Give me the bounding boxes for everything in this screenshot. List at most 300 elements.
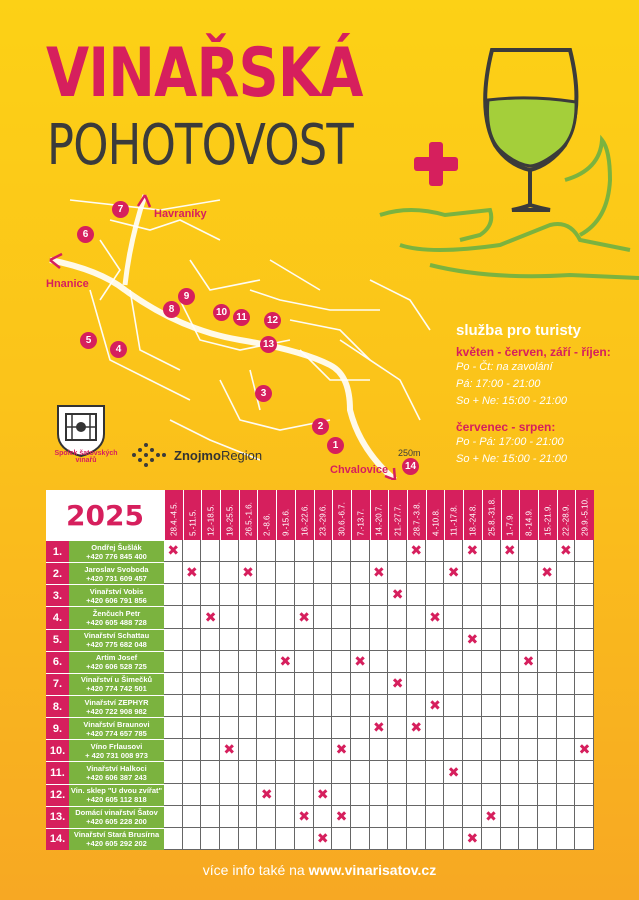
- duty-mark-icon: ✖: [373, 565, 385, 582]
- map-pin-3: 3: [255, 385, 272, 402]
- map-pin-8: 8: [163, 301, 180, 318]
- schedule-cell: [575, 629, 594, 651]
- row-number: 10.: [46, 739, 69, 761]
- map-pin-6: 6: [77, 226, 94, 243]
- winery-name-cell: [69, 562, 164, 584]
- schedule-cell: [557, 562, 576, 584]
- schedule-cell: [426, 806, 445, 828]
- schedule-cell: [388, 739, 407, 761]
- schedule-cell: [257, 651, 276, 673]
- schedule-cell: [276, 540, 295, 562]
- date-label: 7.-13.7.: [356, 508, 366, 536]
- schedule-cell: [332, 606, 351, 628]
- schedule-cell: [482, 828, 501, 850]
- schedule-cell: [276, 629, 295, 651]
- schedule-cell: [164, 651, 183, 673]
- schedule-cell: [463, 784, 482, 806]
- schedule-cell: [557, 584, 576, 606]
- schedule-cell: [538, 629, 557, 651]
- schedule-cell: [276, 806, 295, 828]
- schedule-cell: [295, 761, 314, 783]
- winery-name-cell: [69, 828, 164, 850]
- schedule-cell: [444, 828, 463, 850]
- schedule-cell: [575, 540, 594, 562]
- row-number: 9.: [46, 717, 69, 739]
- schedule-cell: [388, 806, 407, 828]
- schedule-cell: [538, 806, 557, 828]
- winery-name: Ženčuch Petr: [92, 608, 141, 618]
- schedule-cell: [220, 761, 239, 783]
- schedule-cell: [426, 540, 445, 562]
- winery-name-cell: [69, 739, 164, 761]
- map-pin-13: 13: [260, 336, 277, 353]
- schedule-cell: [351, 540, 370, 562]
- schedule-cell: [501, 828, 520, 850]
- schedule-cell: [351, 806, 370, 828]
- schedule-cell: [501, 584, 520, 606]
- schedule-cell: [482, 540, 501, 562]
- winery-name: Artim Josef: [95, 653, 138, 663]
- duty-mark-icon: ✖: [447, 764, 460, 781]
- schedule-cell: [257, 540, 276, 562]
- schedule-cell: [407, 695, 426, 717]
- schedule-cell: [501, 695, 520, 717]
- winery-name-cell: [69, 606, 164, 628]
- duty-mark-icon: ✖: [410, 720, 423, 737]
- row-number: 8.: [46, 695, 69, 717]
- schedule-cell: [426, 761, 445, 783]
- schedule-cell: [257, 761, 276, 783]
- schedule-cell: [351, 584, 370, 606]
- schedule-cell: [295, 562, 314, 584]
- duty-mark-icon: ✖: [167, 543, 180, 560]
- schedule-cell: [482, 651, 501, 673]
- schedule-cell: [519, 806, 538, 828]
- duty-mark-icon: ✖: [335, 808, 348, 825]
- schedule-cell: [332, 717, 351, 739]
- schedule-cell: [370, 629, 389, 651]
- period-spring-autumn: květen - červen, září - říjen:: [456, 345, 611, 359]
- schedule-cell: [538, 695, 557, 717]
- schedule-cell: [407, 673, 426, 695]
- date-label: 26.5.-1.6.: [244, 502, 254, 536]
- schedule-cell: [201, 695, 220, 717]
- schedule-cell: [332, 651, 351, 673]
- winery-name: Vin. sklep "U dvou zvířat": [70, 786, 163, 796]
- schedule-cell: [220, 584, 239, 606]
- schedule-cell: [388, 695, 407, 717]
- date-column-header: [501, 490, 520, 540]
- date-column-header: [575, 490, 594, 540]
- row-number: 3.: [46, 584, 69, 606]
- schedule-cell: [239, 739, 258, 761]
- schedule-cell: [239, 806, 258, 828]
- duty-mark-icon: ✖: [485, 808, 497, 825]
- duty-mark-icon: ✖: [354, 653, 367, 670]
- winery-name-cell: [69, 761, 164, 783]
- schedule-cell: [332, 695, 351, 717]
- schedule-cell: [276, 584, 295, 606]
- schedule-cell: [407, 584, 426, 606]
- schedule-cell: [183, 540, 202, 562]
- duty-mark-icon: ✖: [559, 543, 572, 560]
- date-label: 23.-29.6.: [318, 504, 328, 536]
- schedule-cell: [164, 606, 183, 628]
- schedule-cell: [295, 784, 314, 806]
- map-pin-10: 10: [213, 304, 230, 321]
- winery-name: Víno Frlausovi: [90, 741, 143, 751]
- schedule-cell: [426, 717, 445, 739]
- schedule-cell: [201, 828, 220, 850]
- schedule-cell: [575, 606, 594, 628]
- date-column-header: [557, 490, 576, 540]
- schedule-cell: [557, 651, 576, 673]
- winery-phone: +420 774 742 501: [86, 684, 147, 694]
- schedule-cell: [444, 806, 463, 828]
- duty-mark-icon: ✖: [279, 653, 292, 670]
- date-label: 28.4.-4.5.: [169, 502, 179, 536]
- date-column-header: [239, 490, 258, 540]
- schedule-cell: [538, 739, 557, 761]
- schedule-cell: [332, 828, 351, 850]
- date-column-header: [538, 490, 557, 540]
- schedule-cell: [183, 717, 202, 739]
- schedule-cell: [426, 584, 445, 606]
- schedule-cell: [501, 673, 520, 695]
- schedule-cell: [295, 673, 314, 695]
- schedule-cell: [519, 673, 538, 695]
- schedule-cell: [426, 562, 445, 584]
- schedule-cell: [407, 651, 426, 673]
- date-column-header: [370, 490, 389, 540]
- schedule-cell: [538, 540, 557, 562]
- duty-mark-icon: ✖: [541, 565, 553, 582]
- schedule-cell: [351, 606, 370, 628]
- spolek-name: Spolek šatovských vinařů: [54, 450, 118, 464]
- winery-name: Ondřej Šušlák: [91, 542, 142, 552]
- schedule-cell: [314, 717, 333, 739]
- duty-mark-icon: ✖: [391, 675, 404, 692]
- schedule-cell: [388, 761, 407, 783]
- schedule-cell: [557, 606, 576, 628]
- schedule-cell: [407, 828, 426, 850]
- label-havraniky: Havraníky: [154, 208, 207, 220]
- winery-phone: +420 605 488 728: [86, 617, 147, 627]
- schedule-cell: [482, 606, 501, 628]
- schedule-cell: [332, 784, 351, 806]
- schedule-cell: [239, 673, 258, 695]
- schedule-cell: [201, 761, 220, 783]
- date-column-header: [164, 490, 183, 540]
- map-pin-5: 5: [80, 332, 97, 349]
- winery-phone: + 420 731 008 973: [85, 750, 148, 760]
- schedule-cell: [463, 739, 482, 761]
- schedule-cell: [407, 784, 426, 806]
- schedule-cell: [463, 606, 482, 628]
- schedule-cell: [295, 739, 314, 761]
- schedule-cell: [164, 562, 183, 584]
- title: VINAŘSKÁ: [46, 34, 363, 113]
- schedule-cell: [183, 673, 202, 695]
- schedule-cell: [444, 673, 463, 695]
- schedule-cell: [164, 629, 183, 651]
- schedule-cell: [557, 673, 576, 695]
- map-pin-4: 4: [110, 341, 127, 358]
- schedule-cell: [276, 739, 295, 761]
- znojmo-text: ZnojmoRegion: [174, 447, 263, 463]
- date-column-header: [201, 490, 220, 540]
- duty-mark-icon: ✖: [391, 587, 404, 604]
- schedule-cell: [332, 584, 351, 606]
- znojmo-dots-icon: [130, 442, 168, 468]
- row-number: 11.: [46, 761, 69, 783]
- schedule-cell: [183, 739, 202, 761]
- schedule-cell: [557, 784, 576, 806]
- schedule-cell: [501, 739, 520, 761]
- schedule-cell: [482, 739, 501, 761]
- schedule-cell: [557, 695, 576, 717]
- schedule-cell: [276, 828, 295, 850]
- schedule-cell: [257, 562, 276, 584]
- schedule-cell: [314, 540, 333, 562]
- row-number: 14.: [46, 828, 69, 850]
- schedule-cell: [519, 695, 538, 717]
- schedule-cell: [370, 761, 389, 783]
- schedule-cell: [295, 629, 314, 651]
- schedule-cell: [575, 584, 594, 606]
- schedule-cell: [519, 717, 538, 739]
- schedule-cell: [370, 828, 389, 850]
- schedule-cell: [538, 717, 557, 739]
- schedule-cell: [351, 828, 370, 850]
- date-column-header: [519, 490, 538, 540]
- schedule-cell: [201, 540, 220, 562]
- schedule-cell: [332, 761, 351, 783]
- schedule-cell: [164, 828, 183, 850]
- schedule-cell: [276, 562, 295, 584]
- duty-mark-icon: ✖: [260, 786, 273, 803]
- schedule-cell: [314, 806, 333, 828]
- schedule-cell: [164, 784, 183, 806]
- schedule-cell: [519, 784, 538, 806]
- duty-mark-icon: ✖: [503, 543, 516, 560]
- schedule-cell: [314, 629, 333, 651]
- duty-mark-icon: ✖: [335, 742, 348, 759]
- winery-name: Vinařství Schattau: [83, 631, 150, 641]
- schedule-cell: [332, 562, 351, 584]
- date-label: 4.-10.8.: [431, 508, 441, 536]
- schedule-cell: [557, 806, 576, 828]
- schedule-cell: [388, 629, 407, 651]
- schedule-cell: [501, 606, 520, 628]
- schedule-cell: [351, 673, 370, 695]
- winery-phone: +420 606 791 856: [86, 595, 147, 605]
- hours-line: Po - Čt: na zavolání: [456, 361, 553, 373]
- schedule-cell: [183, 828, 202, 850]
- schedule-cell: [276, 717, 295, 739]
- schedule-table: [46, 490, 594, 850]
- schedule-cell: [426, 739, 445, 761]
- date-label: 8.-14.9.: [524, 508, 534, 536]
- schedule-cell: [314, 761, 333, 783]
- schedule-cell: [463, 562, 482, 584]
- date-label: 5.-11.5.: [188, 509, 198, 536]
- schedule-cell: [575, 651, 594, 673]
- znojmo-region-logo: [130, 440, 262, 470]
- duty-mark-icon: ✖: [186, 565, 198, 582]
- schedule-cell: [538, 673, 557, 695]
- duty-mark-icon: ✖: [429, 609, 441, 626]
- schedule-cell: [463, 673, 482, 695]
- schedule-cell: [463, 584, 482, 606]
- winery-name: Vinařství Vobis: [89, 586, 144, 596]
- schedule-cell: [220, 562, 239, 584]
- winery-name-cell: [69, 629, 164, 651]
- duty-mark-icon: ✖: [522, 653, 535, 670]
- schedule-cell: [388, 717, 407, 739]
- winery-name: Vinařství ZEPHYR: [84, 697, 149, 707]
- schedule-cell: [257, 584, 276, 606]
- schedule-cell: [201, 651, 220, 673]
- schedule-cell: [239, 629, 258, 651]
- subtitle: POHOTOVOST: [47, 113, 353, 178]
- schedule-cell: [257, 606, 276, 628]
- winery-phone: +420 775 682 048: [86, 640, 147, 650]
- schedule-cell: [444, 739, 463, 761]
- map-pin-11: 11: [233, 309, 250, 326]
- duty-mark-icon: ✖: [466, 543, 479, 560]
- schedule-cell: [519, 739, 538, 761]
- schedule-cell: [426, 651, 445, 673]
- schedule-cell: [370, 695, 389, 717]
- schedule-cell: [519, 629, 538, 651]
- schedule-cell: [164, 695, 183, 717]
- date-column-header: [314, 490, 333, 540]
- duty-mark-icon: ✖: [242, 565, 254, 582]
- schedule-cell: [426, 629, 445, 651]
- schedule-cell: [276, 606, 295, 628]
- schedule-cell: [314, 651, 333, 673]
- schedule-cell: [314, 606, 333, 628]
- schedule-cell: [482, 717, 501, 739]
- schedule-cell: [239, 651, 258, 673]
- date-label: 14.-20.7.: [374, 504, 384, 536]
- map-pin-14: 14: [402, 458, 419, 475]
- schedule-cell: [183, 695, 202, 717]
- schedule-cell: [482, 784, 501, 806]
- date-label: 18.-24.8.: [468, 504, 478, 536]
- schedule-cell: [164, 739, 183, 761]
- date-column-header: [444, 490, 463, 540]
- date-column-header: [276, 490, 295, 540]
- schedule-cell: [164, 717, 183, 739]
- duty-mark-icon: ✖: [466, 631, 479, 648]
- schedule-cell: [351, 739, 370, 761]
- date-column-header: [220, 490, 239, 540]
- schedule-cell: [388, 651, 407, 673]
- row-number: 1.: [46, 540, 69, 562]
- schedule-cell: [239, 828, 258, 850]
- schedule-cell: [538, 761, 557, 783]
- date-column-header: [426, 490, 445, 540]
- schedule-cell: [351, 629, 370, 651]
- schedule-cell: [463, 695, 482, 717]
- schedule-cell: [575, 806, 594, 828]
- period-summer: červenec - srpen:: [456, 420, 556, 434]
- schedule-cell: [426, 673, 445, 695]
- winery-phone: +420 605 112 818: [86, 795, 147, 805]
- schedule-cell: [557, 629, 576, 651]
- schedule-cell: [220, 717, 239, 739]
- duty-mark-icon: ✖: [429, 698, 441, 715]
- schedule-cell: [295, 540, 314, 562]
- schedule-cell: [276, 673, 295, 695]
- schedule-cell: [239, 761, 258, 783]
- map-pin-7: 7: [112, 201, 129, 218]
- schedule-cell: [370, 784, 389, 806]
- schedule-cell: [463, 761, 482, 783]
- schedule-cell: [575, 717, 594, 739]
- label-hnanice: Hnanice: [46, 278, 89, 290]
- schedule-cell: [407, 761, 426, 783]
- schedule-cell: [351, 562, 370, 584]
- hours-line: So + Ne: 15:00 - 21:00: [456, 395, 567, 407]
- schedule-cell: [575, 673, 594, 695]
- schedule-cell: [538, 784, 557, 806]
- schedule-cell: [557, 761, 576, 783]
- schedule-cell: [295, 717, 314, 739]
- schedule-cell: [444, 584, 463, 606]
- schedule-cell: [575, 562, 594, 584]
- date-label: 29.9.-5.10.: [580, 497, 590, 536]
- winery-name: Vinařství Stará Brusírna: [73, 830, 160, 840]
- schedule-cell: [183, 629, 202, 651]
- schedule-cell: [557, 717, 576, 739]
- schedule-cell: [463, 806, 482, 828]
- schedule-cell: [370, 606, 389, 628]
- schedule-cell: [332, 673, 351, 695]
- winery-name-cell: [69, 540, 164, 562]
- date-column-header: [295, 490, 314, 540]
- schedule-cell: [463, 717, 482, 739]
- schedule-cell: [220, 828, 239, 850]
- duty-mark-icon: ✖: [223, 742, 236, 759]
- schedule-cell: [314, 584, 333, 606]
- schedule-cell: [314, 673, 333, 695]
- schedule-cell: [183, 761, 202, 783]
- winery-name: Vinařství Braunovi: [83, 719, 150, 729]
- schedule-cell: [444, 651, 463, 673]
- date-column-header: [183, 490, 202, 540]
- schedule-cell: [351, 717, 370, 739]
- schedule-cell: [257, 717, 276, 739]
- schedule-cell: [183, 784, 202, 806]
- date-label: 25.8.-31.8.: [487, 497, 497, 536]
- schedule-cell: [426, 784, 445, 806]
- schedule-cell: [351, 695, 370, 717]
- schedule-cell: [538, 584, 557, 606]
- schedule-cell: [538, 651, 557, 673]
- schedule-cell: [164, 806, 183, 828]
- schedule-cell: [220, 606, 239, 628]
- schedule-cell: [538, 606, 557, 628]
- duty-mark-icon: ✖: [447, 565, 460, 582]
- schedule-cell: [314, 562, 333, 584]
- schedule-cell: [220, 673, 239, 695]
- hours-line: So + Ne: 15:00 - 21:00: [456, 453, 567, 465]
- website-link[interactable]: www.vinarisatov.cz: [308, 862, 437, 878]
- duty-mark-icon: ✖: [466, 830, 479, 847]
